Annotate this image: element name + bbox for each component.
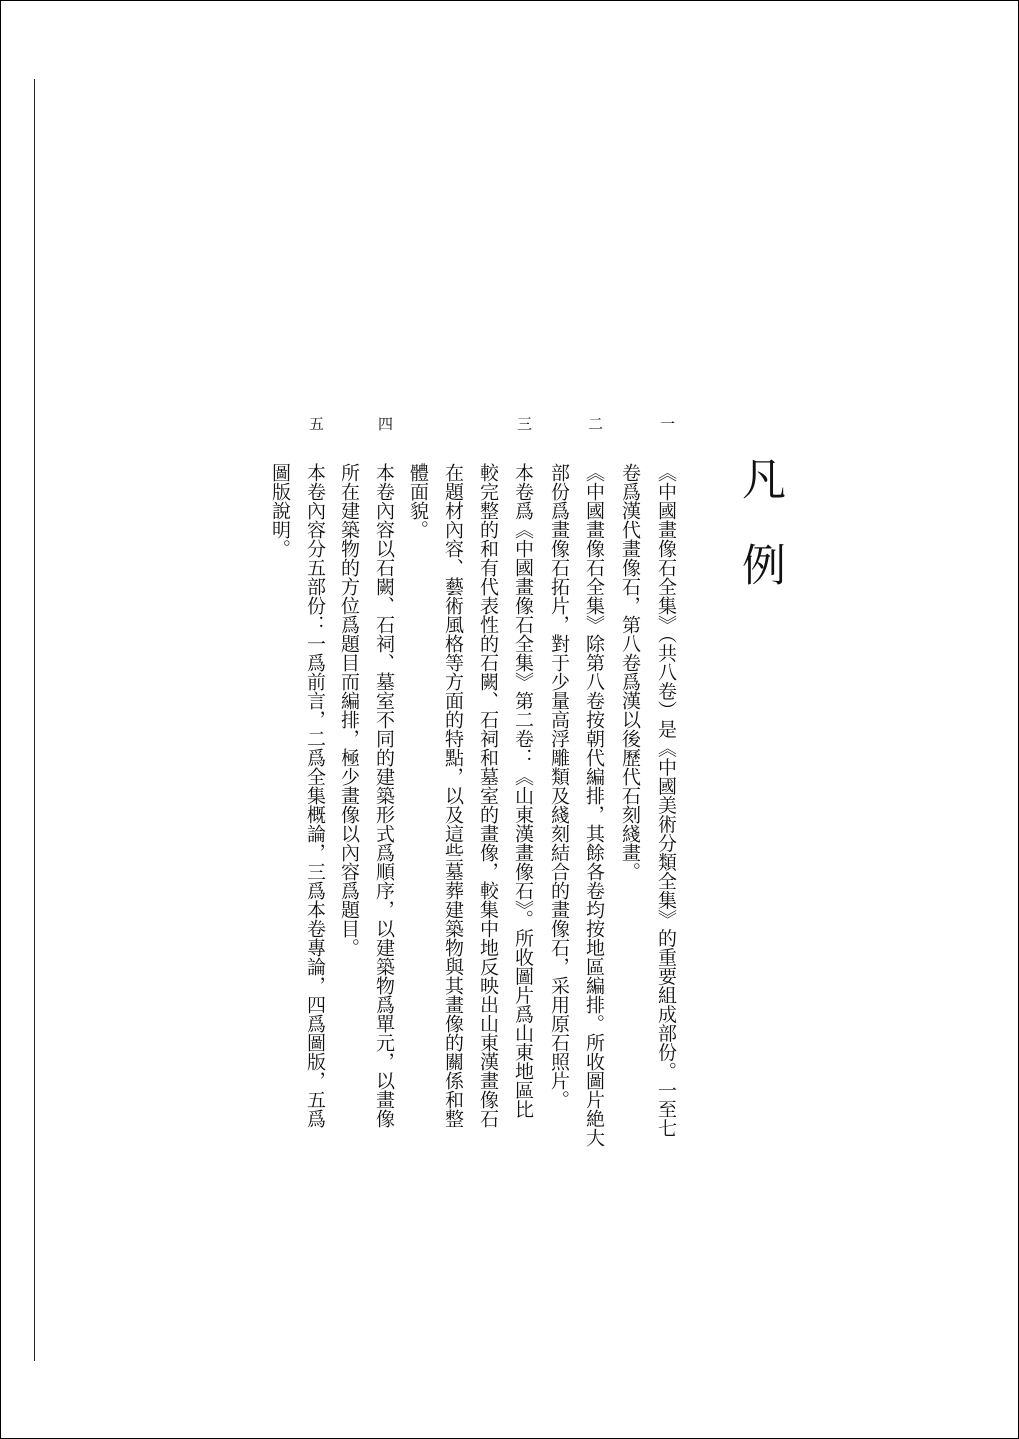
item-3-line-2: 較完整的和有代表性的石闕、石祠和墓室的畫像，較集中地反映出山東漢畫像石 [477,463,499,1128]
item-3-marker: 三 [515,416,533,431]
item-5-line-2: 圖版說明。 [269,463,291,558]
item-2-marker: 二 [586,416,604,431]
item-4-line-1: 本卷內容以石闕、石祠、墓室不同的建築形式爲順序，以建築物爲單元，以畫像 [373,463,395,1128]
item-3-line-4: 體面貌。 [407,463,429,539]
item-2-line-2: 部份爲畫像石拓片，對于少量高浮雕類及綫刻結合的畫像石，采用原石照片。 [548,463,570,1109]
item-3-line-1: 本卷爲《中國畫像石全集》第二卷：《山東漢畫像石》。所收圖片爲山東地區比 [512,463,534,1119]
item-2-line-1: 《中國畫像石全集》除第八卷按朝代編排，其餘各卷均按地區編排。所收圖片絶大 [583,463,605,1147]
item-1-marker: 一 [658,416,676,431]
page-title: 凡例 [734,456,785,628]
item-1-line-2: 卷爲漢代畫像石，第八卷爲漢以後歷代石刻綫畫。 [619,463,641,881]
item-5-line-1: 本卷內容分五部份：一爲前言，二爲全集概論，三爲本卷專論，四爲圖版，五爲 [304,463,326,1128]
item-5-marker: 五 [307,416,325,431]
item-4-marker: 四 [376,416,394,431]
item-1-line-1: 《中國畫像石全集》（共八卷）是《中國美術分類全集》的重要組成部份。一至七 [655,463,677,1138]
left-margin-rule [34,79,35,1361]
item-4-line-2: 所在建築物的方位爲題目而編排，極少畫像以內容爲題目。 [338,463,360,957]
item-3-line-3: 在題材內容、藝術風格等方面的特點，以及這些墓葬建築物與其畫像的關係和整 [442,463,464,1128]
